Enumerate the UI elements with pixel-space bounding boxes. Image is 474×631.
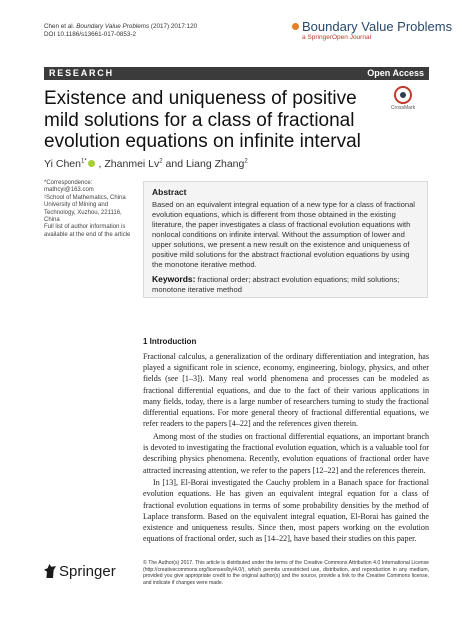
author-3-sup: 2 (244, 158, 248, 165)
paragraph: Fractional calculus, a generalization of the ordinary differentiation and integration, has played a significant role in science, economy, engineering, biology, physics, and other fields (see [1–3]). Many real world phenomena and processes can be modeled as fractional differential equations, and due to the fact of their various applications in many fields, today, there is a large number of researchers turning to study the fractional differential equations. For more general theory of fractional differential equations, we refer readers to the papers [4–22] and the references given therein. (143, 352, 429, 429)
body-text (143, 351, 429, 546)
author-list (44, 158, 248, 170)
orcid-icon[interactable] (88, 160, 95, 167)
article-title: Existence and uniqueness of positive mild solutions for a class of fractional evolution equations on infinite interval (44, 88, 361, 152)
crossmark-label: CrossMark (390, 105, 416, 111)
keywords (152, 274, 419, 295)
author-1[interactable]: Yi Chen (44, 158, 81, 170)
article-type-band (44, 67, 429, 80)
paragraph: Among most of the studies on fractional differential equations, an important branch is devoted to investigating the fractional evolution equation, which is a valuable tool for describing physics phenomena. Recently, evolution equations of fractional order have attracted increasing attention, we refer to the papers [12–22] and the references therein. (143, 431, 429, 475)
correspondence-email[interactable]: mathcyi@163.com (44, 187, 94, 194)
license-text: © The Author(s) 2017. This article is distributed under the terms of the Creative Commons Attribution 4.0 International License (http://creativecommons.org/licenses/by/4.0/), which permits unrestricted use, distribution, and reproduction in any medium, provided you give appropriate credit to the original author(s) and the source, provide a link to the Creative Commons license, and indicate if changes were made. (143, 560, 429, 586)
correspondence-label: *Correspondence: (44, 180, 93, 186)
article-type: RESEARCH (49, 68, 114, 78)
keywords-label: Keywords: (152, 274, 196, 284)
author-2-sup: 2 (159, 158, 163, 165)
abstract-heading: Abstract (152, 187, 187, 197)
citation-authors: Chen et al. (44, 23, 77, 30)
correspondence-note (44, 180, 136, 239)
author-1-sup: 1* (80, 158, 87, 165)
abstract-text: Based on an equivalent integral equation of a new type for a class of fractional evolution equations, which is different from those obtained in the existing literature, the paper investigates a class of fractional evolution equations with nonlocal conditions on infinite interval. Without the assumption of lower and upper solutions, we present a new result on the existence and uniqueness of positive mild solutions for the abstract fractional evolution equations by using the monotone iterative method. (152, 200, 415, 269)
abstract-box (143, 181, 428, 298)
affiliation: ¹School of Mathematics, China University of Mining and Technology, Xuzhou, 221116, China (44, 194, 126, 224)
author-2[interactable]: , Zhanmei Lv (95, 158, 160, 170)
citation-year: (2017) 2017:120 (149, 23, 198, 30)
author-info-note: Full list of author information is available at the end of the article (44, 224, 131, 238)
section-heading: 1 Introduction (143, 337, 197, 346)
keywords-list: fractional order; abstract evolution equations; mild solutions; monotone iterative method (152, 275, 400, 294)
springer-logo[interactable] (44, 563, 116, 581)
crossmark-icon (394, 86, 412, 104)
crossmark-badge[interactable] (378, 86, 428, 111)
journal-subtitle: a SpringerOpen Journal (302, 34, 372, 41)
open-access-label: Open Access (367, 68, 424, 78)
journal-logo[interactable] (292, 19, 452, 42)
paragraph: In [13], El-Borai investigated the Cauchy problem in a Banach space for fractional evolution equations. He has given an equivalent integral equation for a class of fractional evolution equations in terms of some probability densities by the method of Laplace transform. Based on the equivalent integral equation, El-Borai has gained the existence and uniqueness results. Since then, most papers working on the evolution equations of fractional order, such as [14–22], have based their studies on this paper. (143, 478, 429, 544)
citation (44, 23, 197, 39)
springer-horse-icon (44, 564, 56, 578)
citation-journal: Boundary Value Problems (76, 23, 150, 30)
author-3[interactable]: and Liang Zhang (162, 158, 245, 170)
publisher-name: Springer (59, 563, 116, 580)
journal-name: Boundary Value Problems (302, 19, 453, 34)
doi[interactable]: DOI 10.1186/s13661-017-0853-2 (44, 31, 136, 38)
springeropen-icon (292, 23, 299, 30)
